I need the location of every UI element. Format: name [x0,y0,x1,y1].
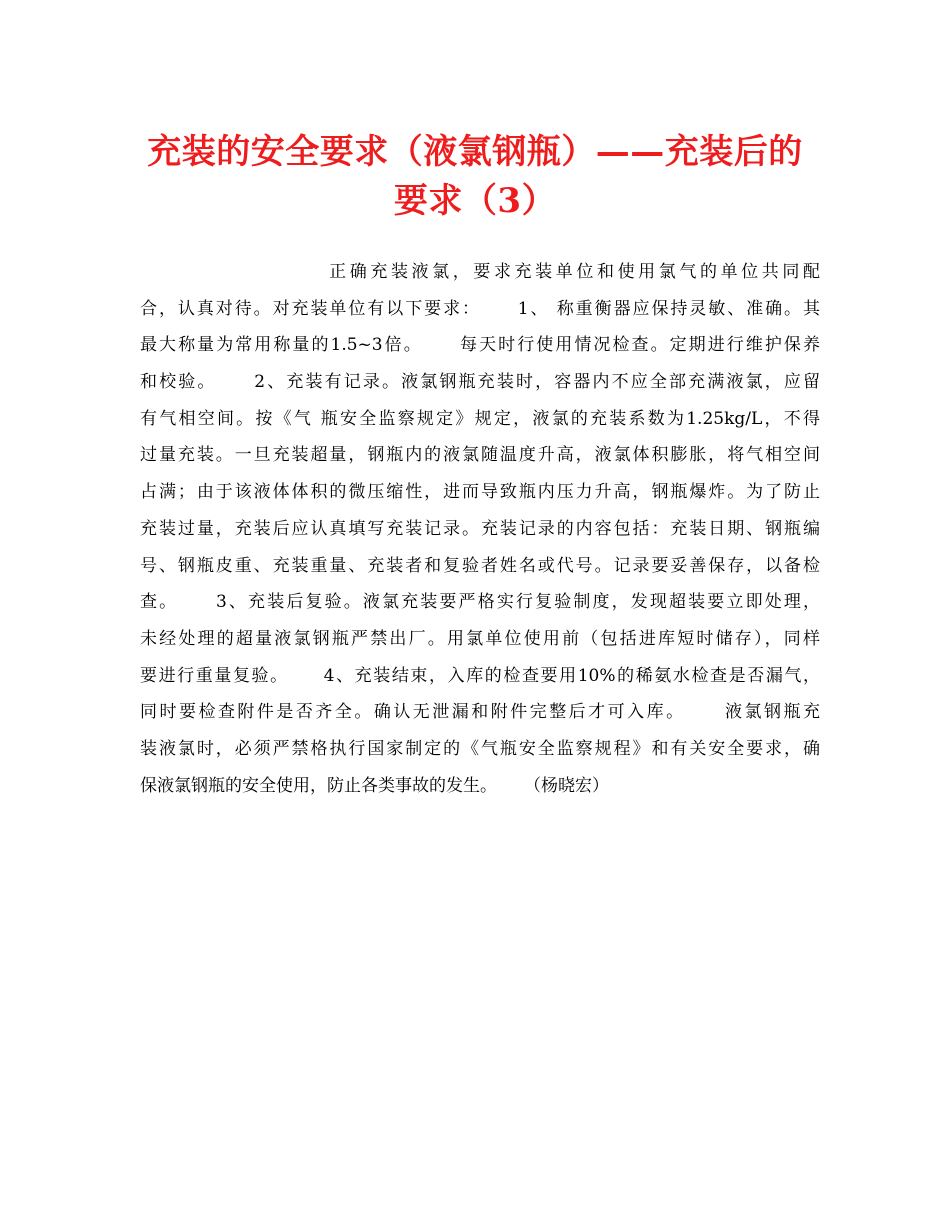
body-line-5: 有气相空间。按《气 瓶安全监察规定》规定，液氯的充装系数为1.25kg/L，不得 [140,408,820,429]
document-body [140,254,820,804]
body-line-1: 正确充装液氯，要求充装单位和使用氯气的单位共同配 [140,262,820,282]
title-line-2: 要求（3） [393,181,557,221]
body-line-13: 同时要检查附件是否齐全。确认无泄漏和附件完整后才可入库。 液氯钢瓶充 [140,702,820,723]
body-line-14: 装液氯时，必须严禁格执行国家制定的《气瓶安全监察规程》和有关安全要求，确 [140,738,820,759]
body-line-4: 和校验。 2、充装有记录。液氯钢瓶充装时，容器内不应全部充满液氯，应留 [140,372,820,393]
title-line-1: 充装的安全要求（液氯钢瓶）——充装后的 [147,132,803,172]
body-line-8: 充装过量，充装后应认真填写充装记录。充装记录的内容包括：充装日期、钢瓶编 [140,518,820,539]
body-line-12: 要进行重量复验。 4、充装结束，入库的检查要用10%的稀氨水检查是否漏气， [140,665,820,686]
body-line-6: 过量充装。一旦充装超量，钢瓶内的液氯随温度升高，液氯体积膨胀，将气相空间 [140,445,820,466]
document-title [120,128,830,226]
body-line-15: 保液氯钢瓶的安全使用，防止各类事故的发生。 （杨晓宏） [140,775,610,796]
body-line-9: 号、钢瓶皮重、充装重量、充装者和复验者姓名或代号。记录要妥善保存，以备检 [140,555,820,576]
body-line-2: 合，认真对待。对充装单位有以下要求： 1、 称重衡器应保持灵敏、准确。其 [140,298,820,319]
body-line-7: 占满；由于该液体体积的微压缩性，进而导致瓶内压力升高，钢瓶爆炸。为了防止 [140,482,820,503]
body-line-10: 查。 3、充装后复验。液氯充装要严格实行复验制度，发现超装要立即处理， [140,592,820,613]
body-line-3: 最大称量为常用称量的1.5~3倍。 每天时行使用情况检查。定期进行维护保养 [140,335,820,356]
body-line-11: 未经处理的超量液氯钢瓶严禁出厂。用氯单位使用前（包括进库短时储存），同样 [140,628,820,649]
